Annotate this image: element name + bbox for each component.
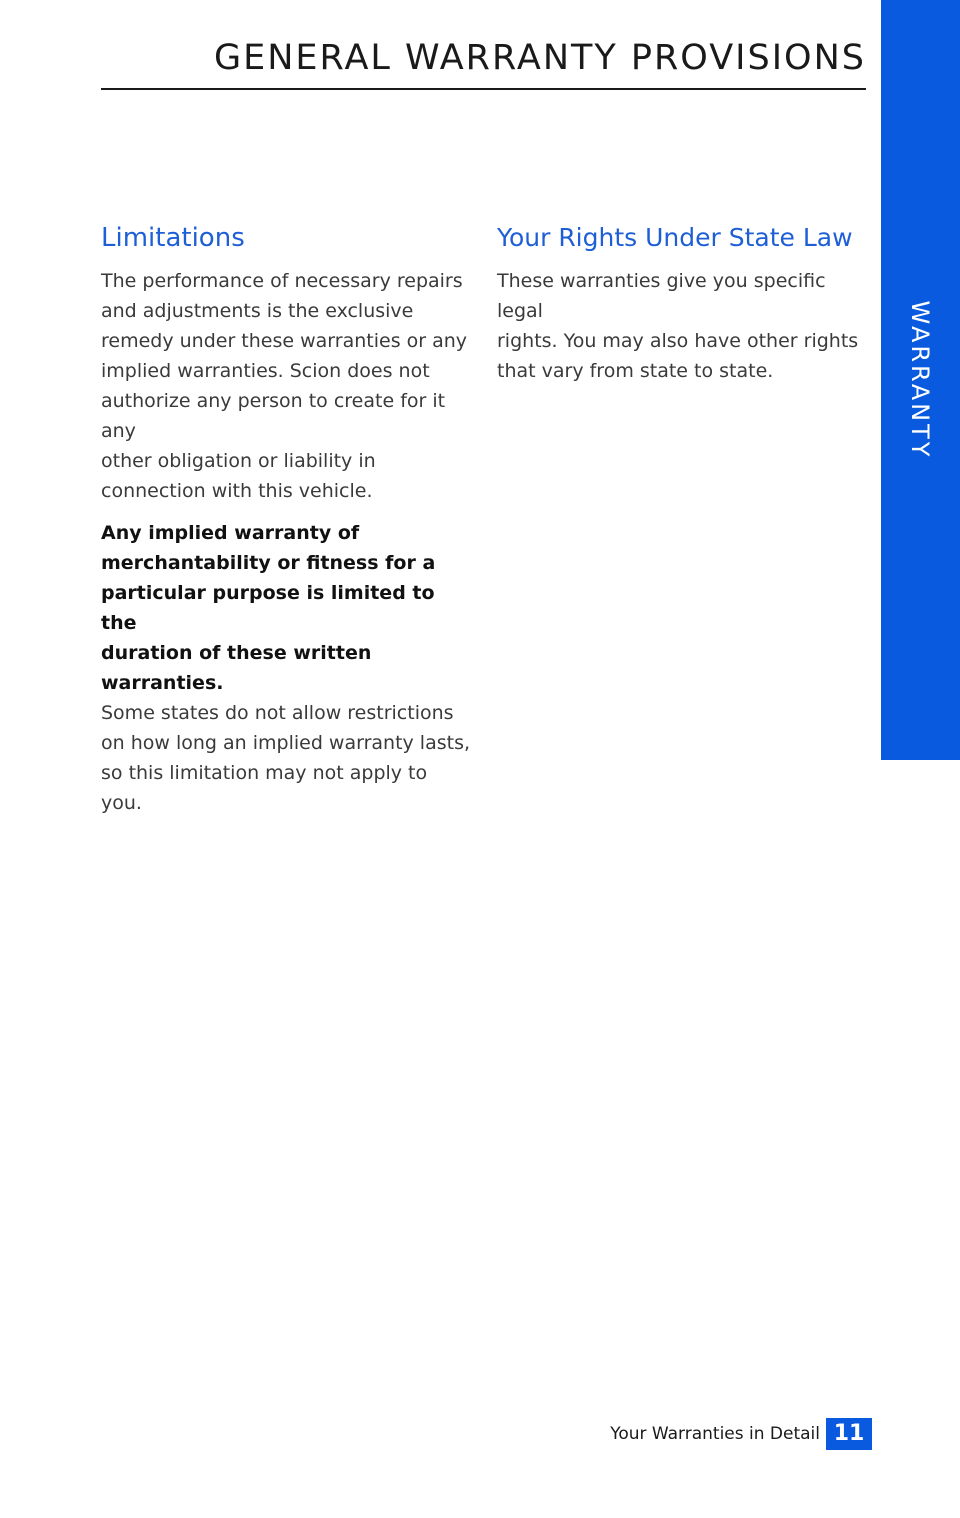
state-law-heading: Your Rights Under State Law	[497, 223, 853, 252]
section-tab-label: WARRANTY	[906, 300, 934, 460]
limitations-section	[101, 220, 471, 818]
footer-section-label: Your Warranties in Detail	[610, 1424, 820, 1444]
state-law-paragraph: These warranties give you specific legal rights. You may also have other rights that vary from state to state.	[497, 270, 859, 382]
state-law-section	[497, 220, 867, 386]
limitations-paragraph: The performance of necessary repairs and adjustments is the exclusive remedy under these warranties or any implied warranties. Scion does not authorize any person to create for it any other obligation or liability in connection with this vehicle.	[101, 270, 468, 502]
state-restrictions-paragraph: Some states do not allow restrictions on how long an implied warranty lasts, so this limitation may not apply to you.	[101, 702, 471, 814]
page-title: GENERAL WARRANTY PROVISIONS	[214, 38, 866, 78]
header-divider	[101, 88, 866, 90]
limitations-heading: Limitations	[101, 223, 245, 253]
page-number-badge: 11	[826, 1418, 872, 1450]
implied-warranty-statement: Any implied warranty of merchantability or fitness for a particular purpose is limited to the duration of these written warranties.	[101, 522, 436, 694]
section-tab	[881, 0, 960, 760]
